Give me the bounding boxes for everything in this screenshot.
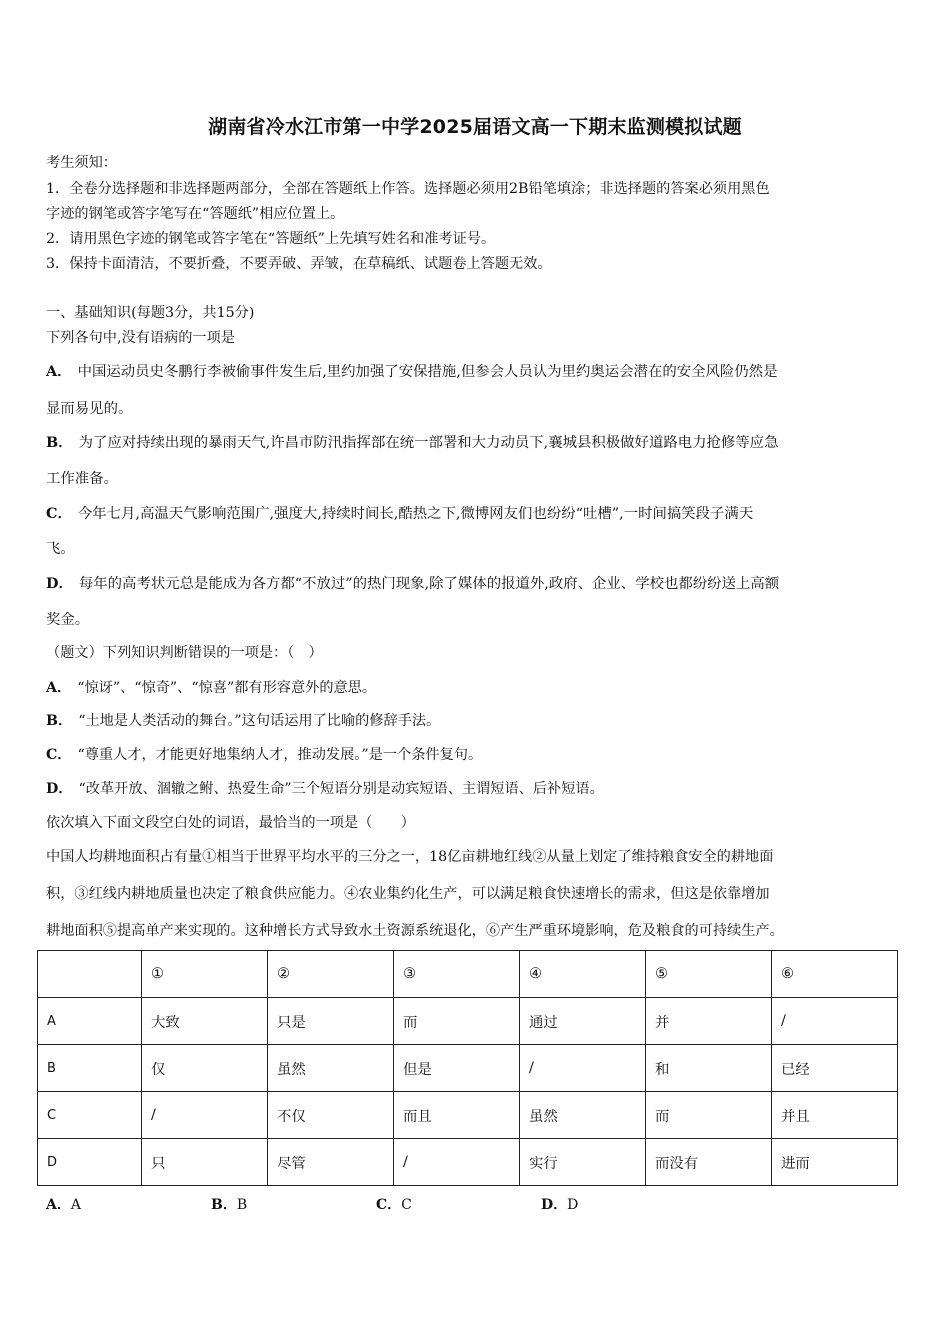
answer-label: C． xyxy=(376,1197,402,1213)
table-header-cell: ① xyxy=(142,951,268,998)
option-label: A． xyxy=(46,363,72,380)
table-cell: 进而 xyxy=(772,1139,898,1186)
answer-choice-c xyxy=(376,1194,412,1214)
exam-title: 湖南省冷水江市第一中学2025届语文高一下期末监测模拟试题 xyxy=(208,116,742,138)
q1-option-b-cont: 工作准备。 xyxy=(46,471,118,487)
table-cell: 仅 xyxy=(142,1045,268,1092)
q2-option-b xyxy=(46,710,908,730)
table-cell: 通过 xyxy=(520,998,646,1045)
table-cell: 已经 xyxy=(772,1045,898,1092)
table-row-label: B xyxy=(38,1045,142,1092)
option-label: B． xyxy=(46,713,73,729)
answer-label: A． xyxy=(46,1197,71,1213)
table-cell: 而且 xyxy=(394,1092,520,1139)
q1-option-d-cont: 奖金。 xyxy=(46,612,90,628)
q3-stem: 依次填入下面文段空白处的词语，最恰当的一项是（ ） xyxy=(46,815,415,831)
table-row-label: A xyxy=(38,998,142,1045)
answer-label: B． xyxy=(211,1197,237,1213)
table-cell: / xyxy=(142,1092,268,1139)
option-text: 为了应对持续出现的暴雨天气,许昌市防汛指挥部在统一部署和大力动员下,襄城县积极做好道路电力抢修等应急 xyxy=(78,435,779,451)
option-text: “土地是人类活动的舞台。”这句话运用了比喻的修辞手法。 xyxy=(78,713,441,729)
q2-option-c xyxy=(46,744,908,764)
table-header-cell: ⑥ xyxy=(772,951,898,998)
option-text: 每年的高考状元总是能成为各方都“不放过”的热门现象,除了媒体的报道外,政府、企业、学校也都纷纷送上高额 xyxy=(78,576,780,592)
table-header-cell: ② xyxy=(268,951,394,998)
option-text: 今年七月,高温天气影响范围广,强度大,持续时间长,酷热之下,微博网友们也纷纷“吐槽”,一时间搞笑段子满天 xyxy=(77,506,754,522)
q2-option-a xyxy=(46,677,908,697)
table-cell: 并且 xyxy=(772,1092,898,1139)
option-label: D． xyxy=(46,575,73,592)
notice-heading: 考生须知： xyxy=(46,155,117,171)
notice-item: 字迹的钢笔或答字笔写在“答题纸”相应位置上。 xyxy=(46,206,345,222)
table-cell: 实行 xyxy=(520,1139,646,1186)
q3-options-table xyxy=(37,950,898,1186)
q3-passage-line: 耕地面积⑤提高单产来实现的。这种增长方式导致水土资源系统退化，⑥产生严重环境影响，危及粮食的可持续生产。 xyxy=(46,923,784,939)
notice-item: 3．保持卡面清洁，不要折叠，不要弄破、弄皱，在草稿纸、试题卷上答题无效。 xyxy=(46,256,552,272)
answer-text: B xyxy=(236,1197,248,1213)
option-text: 中国运动员史冬鹏行李被偷事件发生后,里约加强了安保措施,但参会人员认为里约奥运会潜在的安全风险仍然是 xyxy=(77,364,778,380)
table-cell: 和 xyxy=(646,1045,772,1092)
q1-option-d xyxy=(46,572,908,593)
answer-choice-d xyxy=(541,1194,578,1214)
q3-passage-line: 中国人均耕地面积占有量①相当于世界平均水平的三分之一，18亿亩耕地红线②从量上划定了维持粮食安全的耕地面 xyxy=(46,849,774,865)
option-label: D． xyxy=(46,781,73,797)
option-label: C． xyxy=(46,747,72,763)
answer-text: A xyxy=(70,1197,81,1213)
table-row-label: C xyxy=(38,1092,142,1139)
table-row xyxy=(38,998,898,1045)
q1-option-c xyxy=(46,502,908,523)
table-row xyxy=(38,1045,898,1092)
table-header-cell: ⑤ xyxy=(646,951,772,998)
q1-option-c-cont: 飞。 xyxy=(46,541,75,557)
table-row xyxy=(38,1139,898,1186)
table-row-label: D xyxy=(38,1139,142,1186)
notice-item: 1．全卷分选择题和非选择题两部分，全部在答题纸上作答。选择题必须用2B铅笔填涂；非选择题的答案必须用黑色 xyxy=(46,181,770,197)
q3-answer-choices xyxy=(46,1194,646,1214)
q1-option-a-cont: 显而易见的。 xyxy=(46,401,133,417)
answer-choice-a xyxy=(46,1194,81,1214)
q2-option-d xyxy=(46,778,908,798)
table-cell: 而 xyxy=(394,998,520,1045)
q1-option-a xyxy=(46,360,908,381)
table-cell: 虽然 xyxy=(268,1045,394,1092)
table-cell: 并 xyxy=(646,998,772,1045)
table-header-cell: ③ xyxy=(394,951,520,998)
table-header-row xyxy=(38,951,898,998)
answer-text: D xyxy=(567,1197,579,1213)
q1-stem: 下列各句中,没有语病的一项是 xyxy=(46,330,235,346)
option-label: B． xyxy=(46,434,73,451)
table-cell: 不仅 xyxy=(268,1092,394,1139)
table-cell: 只 xyxy=(142,1139,268,1186)
table-cell: / xyxy=(772,998,898,1045)
table-cell: 而没有 xyxy=(646,1139,772,1186)
table-header-cell xyxy=(38,951,142,998)
notice-item: 2．请用黑色字迹的钢笔或答字笔在“答题纸”上先填写姓名和准考证号。 xyxy=(46,231,496,247)
table-cell: / xyxy=(520,1045,646,1092)
table-cell: 而 xyxy=(646,1092,772,1139)
answer-label: D． xyxy=(541,1197,568,1213)
table-row xyxy=(38,1092,898,1139)
table-header-cell: ④ xyxy=(520,951,646,998)
option-text: “改革开放、涸辙之鲋、热爱生命”三个短语分别是动宾短语、主谓短语、后补短语。 xyxy=(78,781,604,797)
q3-passage-line: 积，③红线内耕地质量也决定了粮食供应能力。④农业集约化生产，可以满足粮食快速增长的需求，但这是依靠增加 xyxy=(46,886,770,902)
q1-option-b xyxy=(46,431,908,452)
table-cell: 只是 xyxy=(268,998,394,1045)
table-cell: / xyxy=(394,1139,520,1186)
option-label: C． xyxy=(46,505,72,522)
table-cell: 但是 xyxy=(394,1045,520,1092)
table-cell: 虽然 xyxy=(520,1092,646,1139)
option-text: “尊重人才，才能更好地集纳人才，推动发展。”是一个条件复句。 xyxy=(77,747,483,763)
table-cell: 尽管 xyxy=(268,1139,394,1186)
answer-text: C xyxy=(401,1197,412,1213)
q2-stem: （题文）下列知识判断错误的一项是：（ ） xyxy=(46,645,323,661)
section-heading: 一、基础知识(每题3分，共15分) xyxy=(46,305,255,321)
option-label: A． xyxy=(46,680,72,696)
table-cell: 大致 xyxy=(142,998,268,1045)
answer-choice-b xyxy=(211,1194,247,1214)
option-text: “惊讶”、“惊奇”、“惊喜”都有形容意外的意思。 xyxy=(77,680,377,696)
